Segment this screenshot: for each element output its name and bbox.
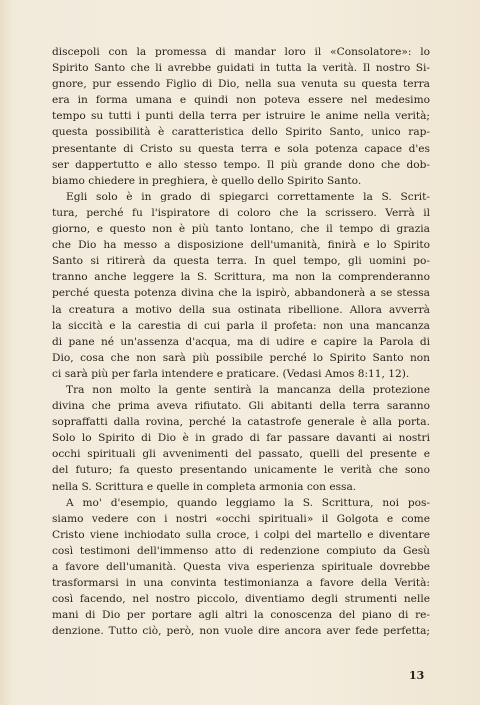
text-line: così testimoni dell'immenso atto di redenzione compiuto da Gesù <box>52 544 430 557</box>
text-line: Santo si ritirerà da questa terra. In quel tempo, gli uomini po- <box>52 255 430 268</box>
text-line: Spirito Santo che li avrebbe guidati in tutta la verità. Il nostro Si- <box>52 62 430 75</box>
text-paragraphs <box>52 44 430 639</box>
text-line: ser dappertutto e allo stesso tempo. Il più grande dono che dob- <box>52 158 430 171</box>
text-line: Egli solo è in grado di spiegarci correttamente la S. Scrit- <box>66 190 430 203</box>
text-line: sopraffatti dalla rovina, perché la catastrofe generale è alla porta. <box>52 416 430 429</box>
text-line: divina che prima aveva rifiutato. Gli abitanti della terra saranno <box>52 400 430 413</box>
text-line: perché questa potenza divina che la ispirò, abbandonerà a se stessa <box>52 287 430 300</box>
text-line: biamo chiedere in preghiera, è quello dello Spirito Santo. <box>52 174 362 187</box>
text-line: trasformarsi in una convinta testimonianza a favore della Verità: <box>52 577 430 590</box>
text-line: A mo' d'esempio, quando leggiamo la S. Scrittura, noi pos- <box>66 496 430 509</box>
text-line: siamo vedere con i nostri «occhi spirituali» il Golgota e come <box>52 512 430 525</box>
text-line: occhi spirituali gli avvenimenti del passato, quelli del presente e <box>52 448 430 461</box>
text-line: era in forma umana e quindi non poteva essere nel medesimo <box>52 94 430 107</box>
text-line: tempo su tutti i punti della terra per istruire le anime nella verità; <box>52 110 430 123</box>
text-line: mani di Dio per portare agli altri la conoscenza del piano di re- <box>52 609 430 622</box>
text-line: Solo lo Spirito di Dio è in grado di far passare davanti ai nostri <box>52 432 430 445</box>
text-line: tura, perché fu l'ispiratore di coloro che la scrissero. Verrà il <box>52 206 430 219</box>
text-line: questa possibilità è caratteristica dello Spirito Santo, unico rap- <box>52 126 430 139</box>
text-line: del futuro; fa questo presentando unicamente le verità che sono <box>52 464 430 477</box>
text-line: così facendo, nel nostro piccolo, diventiamo degli strumenti nelle <box>52 593 430 606</box>
text-line: denzione. Tutto ciò, però, non vuole dire ancora aver fede perfetta; <box>52 625 430 638</box>
text-line: discepoli con la promessa di mandar loro il «Consolatore»: lo <box>52 46 430 58</box>
text-line: Cristo viene inchiodato sulla croce, i colpi del martello e diventare <box>52 528 430 541</box>
text-line: gnore, pur essendo Figlio di Dio, nella sua venuta su questa terra <box>52 78 430 91</box>
text-line: a favore dell'umanità. Questa viva esperienza spirituale dovrebbe <box>52 561 430 573</box>
body-text <box>52 44 430 639</box>
page-number: 13 <box>409 669 425 682</box>
text-line: nella S. Scrittura e quelle in completa armonia con essa. <box>52 480 357 493</box>
text-line: presentante di Cristo su questa terra e sola potenza capace d'es <box>52 142 430 155</box>
text-line: Tra non molto la gente sentirà la mancanza della protezione <box>66 383 430 396</box>
text-line: ci sarà più per farla intendere e praticare. (Vedasi Amos 8:11, 12). <box>52 367 410 380</box>
text-line: giorno, e questo non è più tanto lontano, che il tempo di grazia <box>52 223 430 236</box>
text-line: di pane né un'assenza d'acqua, ma di udire e capire la Parola di <box>52 335 430 348</box>
text-line: tranno anche leggere la S. Scrittura, ma non la comprenderanno <box>52 271 430 284</box>
text-line: Dio, cosa che non sarà più possibile perché lo Spirito Santo non <box>52 351 430 364</box>
text-line: che Dio ha messo a disposizione dell'umanità, finirà e lo Spirito <box>52 239 430 252</box>
text-line: la creatura a motivo della sua ostinata ribellione. Allora avverrà <box>52 303 430 316</box>
text-line: la siccità e la carestia di cui parla il profeta: non una mancanza <box>52 319 430 332</box>
